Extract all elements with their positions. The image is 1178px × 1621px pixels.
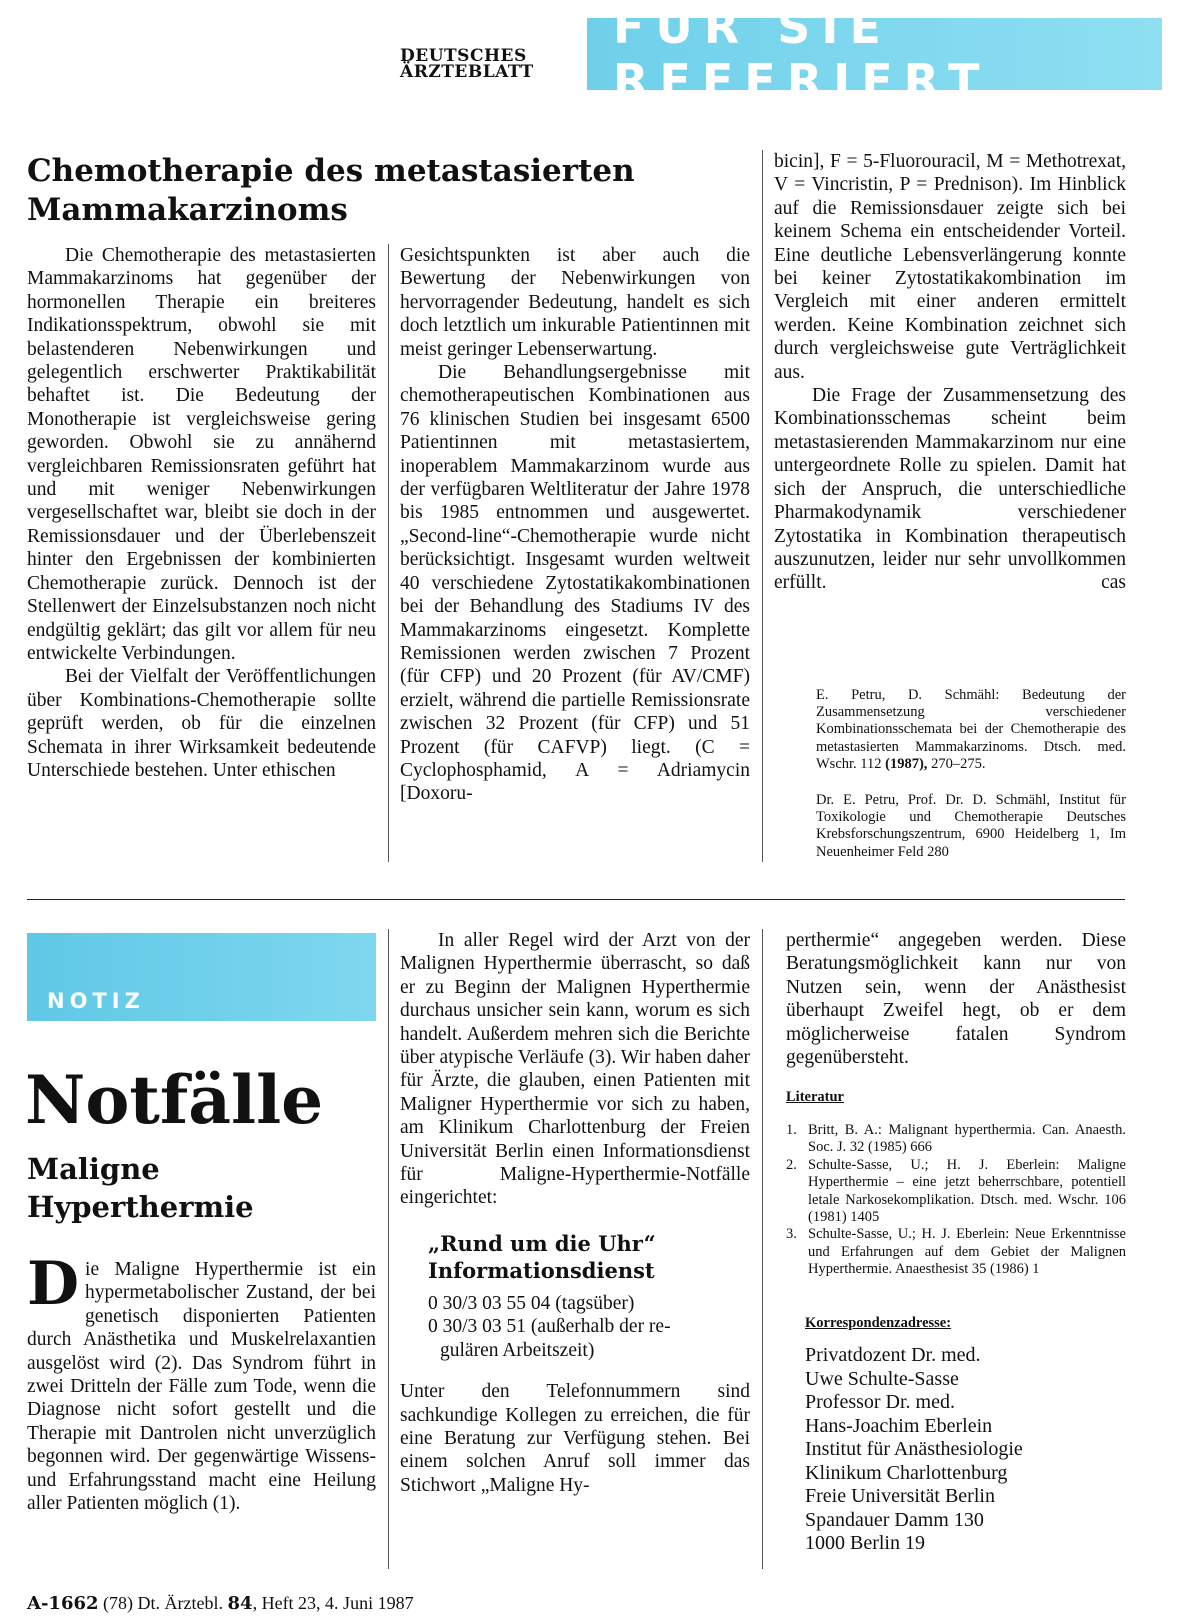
notiz-banner (27, 933, 376, 1021)
article2-col3 (786, 929, 1126, 1069)
paragraph: Die Chemotherapie des metastasierten Mammakarzinoms hat gegenüber der hormonellen Therapie ein breiteres Indikationsspektrum, obwohl sie mit belastenderen Nebenwirkungen und gelegentlich erschwerter Praktikabilität behaftet ist. Die Bedeutung der Monotherapie ist vergleichsweise gering geworden. Obwohl sie zu annähernd vergleichbaren Remissionsraten geführt hat und mit weniger Nebenwirkungen vergesellschaftet war, bleibt sie doch in der Remissionsdauer und der Überlebenszeit hinter den Ergebnissen der kombinierten Chemotherapie zurück. Dennoch ist der Stellenwert der Einzelsubstanzen noch nicht endgültig geklärt; das gilt vor allem für neu entwickelte Verbindungen. (27, 245, 376, 664)
article1-col2 (400, 244, 750, 806)
article2-col1 (27, 1249, 376, 1515)
banner-text: FÜR SIE REFERIERT (613, 0, 991, 108)
page-number: A-1662 (27, 1593, 99, 1614)
title-line2: Mammakarzinoms (27, 192, 348, 228)
paragraph: Die Behandlungsergebnisse mit chemotherapeutischen Kombinationen aus 76 klinischen Studien bei insgesamt 6500 Patientinnen mit metastasiertem, inoperablem Mammakarzinom wurde aus der verfügbaren Weltliteratur der Jahre 1978 bis 1985 entnommen und ausgewertet. „Second-line“-Chemotherapie wurde nicht berücksichtigt. Insgesamt wurden weltweit 40 verschiedene Zytostatikakombinationen bei der Behandlung des Stadiums IV des Mammakarzinoms eingesetzt. Komplette Remissionen werden zwischen 7 Prozent (für CFP) und 20 Prozent (für AV/CMF) erzielt, während die partielle Remissionsrate zwischen 32 Prozent (für CFP) und 51 Prozent (für CAFVP) liegt. (C = Cyclophosphamid, A = Adriamycin [Doxoru- (400, 362, 750, 805)
subtitle-line2: Hyperthermie (27, 1190, 254, 1224)
paragraph: Bei der Vielfalt der Veröffentlichungen über Kombinations-Chemotherapie sollte geprüft werden, ob für die einzelnen Schemata in ihrer Wirksamkeit bedeutende Unterschiede bestehen. Unter ethischen (27, 666, 376, 781)
column-divider (388, 244, 389, 862)
column-divider (388, 929, 389, 1569)
literature-number: 1. (786, 1122, 797, 1138)
literature-text: Schulte-Sasse, U.; H. J. Eberlein: Maligne Hyperthermie – eine jetzt beherrschbare, potentiell letale Narkosekomplikation. Dtsch. med. Wschr. 106 (1981) 1405 (808, 1156, 1126, 1226)
correspondence-address (805, 1344, 1023, 1556)
literature-number: 3. (786, 1226, 797, 1243)
masthead-line2: ÄRZTEBLATT (400, 62, 534, 82)
phone-numbers (400, 1292, 750, 1362)
title-line1: Chemotherapie des metastasierten (27, 153, 635, 189)
address-line: Institut für Anästhesiologie (805, 1438, 1023, 1460)
paragraph: bicin], F = 5-Fluorouracil, M = Methotrexat, V = Vincristin, P = Prednison). Im Hinblick auf die Remissionsdauer zeigte sich bei keinem Schema ein entscheidender Vorteil. Eine deutliche Lebensverlängerung konnte bei keiner Zytostatikakombination im Vergleich mit einer anderen ermittelt werden. Keine Kombination zeichnet sich durch vergleichsweise gute Verträglichkeit aus. (774, 151, 1126, 383)
literature-item (786, 1226, 1126, 1278)
literature-number: 2. (786, 1156, 797, 1173)
address-line: Spandauer Damm 130 (805, 1508, 984, 1531)
reference (816, 687, 1126, 773)
reference-text: E. Petru, D. Schmähl: Bedeutung der Zusammensetzung verschiedener Kombinationsschemata bei der Chemotherapie des metastasierten Mammakarzinoms. Dtsch. med. Wschr. 112 (816, 687, 1126, 772)
reference-pages: 270–275. (927, 755, 986, 772)
signature: cas (1101, 572, 1126, 594)
paragraph: Gesichtspunkten ist aber auch die Bewertung der Nebenwirkungen von hervorragender Bedeutung, handelt es sich doch letztlich um inkurable Patientinnen mit meist geringer Lebenserwartung. (400, 245, 750, 360)
footer-volume: 84 (227, 1593, 253, 1614)
paragraph: In aller Regel wird der Arzt von der Malignen Hyperthermie überrascht, so daß er zu Beginn der Malignen Hyperthermie durchaus unsicher sein kann, worum es sich handelt. Außerdem mehren sich die Berichte über atypische Verläufe (3). Wir haben daher für Ärzte, die glauben, einen Patienten mit Maligner Hyperthermie vor sich zu haben, am Klinikum Charlottenburg der Freien Universität Berlin einen Informationsdienst für Maligne-Hyperthermie-Notfälle eingerichtet: (400, 930, 750, 1209)
hotline-line1: „Rund um die Uhr“ (428, 1230, 656, 1256)
phone-daytime: 0 30/3 03 55 04 (tagsüber) (428, 1292, 635, 1314)
article1-col1 (27, 244, 376, 782)
phone-after-hours: 0 30/3 03 51 (außerhalb der re- (428, 1316, 671, 1338)
literature-text: Britt, B. A.: Malignant hyperthermia. Can. Anaesth. Soc. J. 32 (1985) 666 (808, 1122, 1126, 1156)
literature-item (786, 1122, 1126, 1157)
paragraph (774, 384, 1126, 595)
address-line: Hans-Joachim Eberlein (805, 1414, 993, 1437)
literature-text: Schulte-Sasse, U.; H. J. Eberlein: Neue Erkenntnisse und Erfahrungen auf dem Gebiet der Malignen Hyperthermie. Anaesthesist 35 (1986) 1 (808, 1226, 1126, 1278)
phone-after-hours-cont: gulären Arbeitszeit) (440, 1339, 595, 1361)
column-divider (762, 929, 763, 1569)
article2-subtitle (27, 1150, 254, 1226)
article1-title (27, 152, 707, 230)
masthead-line1: DEUTSCHES (400, 46, 527, 66)
address-line: Freie Universität Berlin (805, 1485, 995, 1507)
section-banner (587, 0, 1162, 108)
subtitle-line1: Maligne (27, 1152, 160, 1186)
article1-col3 (774, 150, 1126, 595)
hotline-title (428, 1230, 750, 1284)
reference-year: (1987), (885, 755, 928, 772)
address-line: Uwe Schulte-Sasse (805, 1367, 959, 1390)
address-line: Klinikum Charlottenburg (805, 1461, 1008, 1484)
footer-issue: , Heft 23, 4. Juni 1987 (252, 1593, 414, 1613)
paragraph: Unter den Telefonnummern sind sachkundige Kollegen zu erreichen, die für eine Beratung zur Verfügung stehen. Bei einem solchen Anruf soll immer das Stichwort „Maligne Hy- (400, 1381, 750, 1496)
hotline-line2: Informationsdienst (428, 1257, 655, 1283)
address-line: Professor Dr. med. (805, 1391, 955, 1413)
column-divider (762, 150, 763, 862)
paragraph: perthermie“ angegeben werden. Diese Beratungsmöglichkeit kann nur von Nutzen sein, wenn der Anästhesist überhaupt Zweifel hegt, ob er dem möglicherweise fatalen Syndrom gegenübersteht. (786, 930, 1126, 1069)
page-footer (27, 1593, 414, 1614)
section-rule (27, 899, 1125, 900)
literature-heading: Literatur (786, 1089, 844, 1105)
address-line: Privatdozent Dr. med. (805, 1344, 981, 1366)
drop-cap: D (27, 1249, 80, 1319)
literature-list (786, 1122, 1126, 1279)
author-address: Dr. E. Petru, Prof. Dr. D. Schmähl, Institut für Toxikologie und Chemotherapie Deutsches Krebsforschungszentrum, 6900 Heidelberg 1, Im Neuenheimer Feld 280 (816, 792, 1126, 860)
article2-title: Notfälle (25, 1061, 324, 1139)
correspondence-heading: Korrespondenzadresse: (805, 1315, 952, 1331)
address-line: 1000 Berlin 19 (805, 1532, 925, 1554)
paragraph (27, 1249, 376, 1515)
article2-col2 (400, 929, 750, 1497)
literature-item (786, 1157, 1126, 1227)
footer-journal: (78) Dt. Ärztebl. (98, 1593, 228, 1613)
paragraph-text: ie Maligne Hyperthermie ist ein hypermetabolischer Zustand, der bei genetisch disponierten Patienten durch Anästhetika und Muskelrelaxantien ausgelöst wird (2). Das Syndrom führt in zwei Dritteln der Fälle zum Tode, wenn die Diagnose nicht sofort gestellt und die Therapie mit Dantrolen nicht unverzüglich begonnen wird. Der gegenwärtige Wissens- und Erfahrungsstand macht eine Heilung aller Patienten möglich (1). (27, 1259, 376, 1515)
masthead (400, 48, 534, 80)
paragraph-text: Die Frage der Zusammensetzung des Kombinationsschemas scheint beim metastasierenden Mammakarzinom nur eine untergeordnete Rolle zu spielen. Damit hat sich der Anspruch, die unterschiedliche Pharmakodynamik verschiedener Zytostatika in Kombination therapeutisch auszunutzen, leider nur sehr unvollkommen erfüllt. (774, 385, 1126, 594)
notiz-label: NOTIZ (47, 989, 145, 1013)
